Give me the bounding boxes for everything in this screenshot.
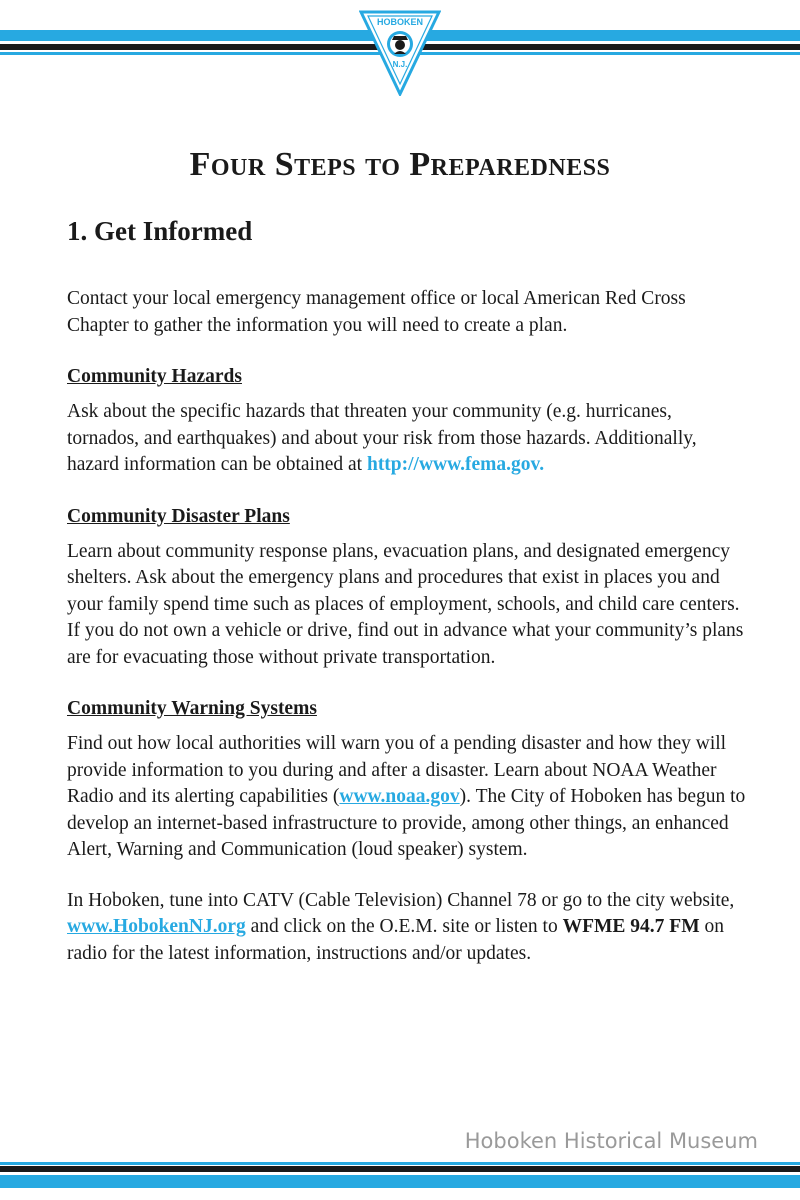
hoboken-text-2: and click on the O.E.M. site or listen to (245, 916, 563, 937)
warning-text-before: Find out how local authorities will warn you of a pending disaster and how they will provide information to you during and after a disaster. Learn about NOAA Weather Radio and its alerting capabilities ( (67, 733, 727, 807)
fema-link[interactable]: http://www.fema.gov. (366, 454, 545, 475)
museum-watermark: Hoboken Historical Museum (464, 1129, 758, 1153)
community-hazards-heading: Community Hazards (67, 366, 242, 387)
content-body (67, 212, 747, 991)
logo-bottom-text: N.J. (392, 60, 408, 69)
hoboken-seal-logo (359, 10, 441, 96)
bottom-blue-band (0, 1175, 800, 1188)
hoboken-text-3: on radio for the latest information, instructions and/or updates. (67, 916, 724, 964)
hazards-text: Ask about the specific hazards that threaten your community (e.g. hurricanes, tornados, and earthquakes) and about your risk from those hazards. Additionally, hazard information can be obtained at (67, 401, 697, 475)
community-disaster-plans-paragraph: Learn about community response plans, evacuation plans, and designated emergency shelters. Ask about the emergency plans and procedures that exist in places you and your family spend time such as places of employment, schools, and child care centers. If you do not own a vehicle or drive, find out in advance what your community’s plans are for evacuating those without private transportation. (67, 540, 744, 668)
section-heading: 1. Get Informed (67, 216, 253, 246)
community-warning-systems-paragraph (67, 731, 747, 864)
logo-top-text: HOBOKEN (376, 17, 424, 27)
bottom-black-band (0, 1166, 800, 1172)
noaa-link[interactable]: www.noaa.gov (339, 786, 460, 807)
hoboken-website-link[interactable]: www.HobokenNJ.org (67, 916, 246, 937)
warning-text-after: ). The City of Hoboken has begun to develop an internet-based infrastructure to provide, among other things, an enhanced Alert, Warning and Communication (loud speaker) system. (67, 786, 746, 860)
community-warning-systems-heading: Community Warning Systems (67, 698, 317, 719)
community-hazards-paragraph (67, 399, 747, 479)
radio-station: WFME 94.7 FM (562, 916, 700, 937)
bottom-thin-blue-band (0, 1162, 800, 1165)
community-disaster-plans-heading: Community Disaster Plans (67, 505, 290, 527)
page-title: Four Steps to Preparedness (189, 146, 611, 183)
intro-paragraph: Contact your local emergency management office or local American Red Cross Chapter to gather the information you will need to create a plan. (67, 288, 686, 336)
hoboken-info-paragraph (67, 888, 747, 968)
hoboken-text-1: In Hoboken, tune into CATV (Cable Television) Channel 78 or go to the city website, (67, 889, 735, 911)
